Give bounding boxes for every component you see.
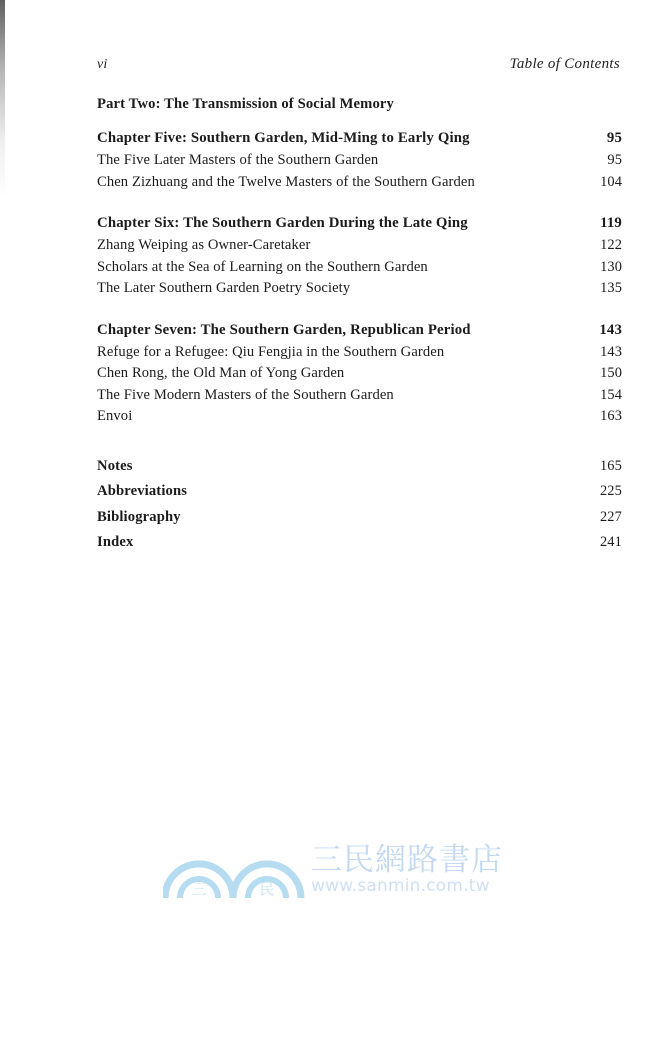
spacer [97, 428, 622, 454]
scan-binding-edge [0, 0, 5, 200]
toc-group [97, 321, 622, 428]
section-page-number: 104 [600, 173, 622, 190]
toc-section-row[interactable] [97, 257, 622, 279]
chapter-page-number: 143 [599, 321, 622, 338]
backmatter-label: Notes [97, 457, 133, 474]
arch-right-char: 民 [259, 880, 275, 898]
watermark-store-name: 三民網路書店 [311, 842, 503, 878]
toc-section-row[interactable] [97, 385, 622, 407]
backmatter-label: Bibliography [97, 508, 181, 525]
section-page-number: 130 [600, 258, 622, 275]
toc-backmatter-row[interactable] [97, 479, 622, 505]
backmatter-page-number: 227 [599, 508, 622, 525]
watermark-url: www.sanmin.com.tw [311, 876, 490, 896]
chapter-label: Chapter Six: The Southern Garden During the Late Qing [97, 215, 468, 231]
toc-section-row[interactable] [97, 363, 622, 385]
page-folio: vi [97, 57, 108, 72]
table-of-contents [97, 96, 622, 556]
sanmin-watermark [163, 826, 508, 898]
toc-section-row[interactable] [97, 342, 622, 364]
section-label: The Later Southern Garden Poetry Society [97, 280, 351, 296]
section-page-number: 154 [600, 386, 622, 403]
section-page-number: 143 [600, 343, 622, 360]
arch-left-char: 三 [191, 880, 207, 898]
running-title: Table of Contents [509, 56, 620, 72]
spacer [97, 113, 622, 129]
backmatter-page-number: 165 [599, 457, 622, 474]
toc-chapter-row[interactable] [97, 214, 622, 232]
toc-backmatter-row[interactable] [97, 505, 622, 531]
toc-section-row[interactable] [97, 406, 622, 428]
section-page-number: 163 [600, 408, 622, 424]
section-page-number: 122 [600, 237, 622, 253]
toc-section-row[interactable] [97, 150, 622, 172]
toc-chapter-row[interactable] [97, 129, 622, 147]
part-heading [97, 96, 622, 113]
spacer [97, 193, 622, 214]
backmatter-label: Abbreviations [97, 483, 188, 499]
section-label: The Five Modern Masters of the Southern Garden [97, 386, 394, 403]
section-label: Chen Zizhuang and the Twelve Masters of the Southern Garden [97, 173, 475, 190]
section-page-number: 150 [600, 365, 622, 381]
chapter-page-number: 119 [600, 215, 622, 231]
section-label: Scholars at the Sea of Learning on the Southern Garden [97, 258, 428, 275]
chapter-page-number: 95 [606, 130, 622, 146]
toc-section-row[interactable] [97, 172, 622, 194]
section-label: Chen Rong, the Old Man of Yong Garden [97, 365, 345, 381]
toc-group [97, 214, 622, 300]
backmatter-label: Index [97, 534, 134, 550]
backmatter-page-number: 225 [599, 483, 622, 499]
watermark-text [311, 844, 508, 898]
section-label: Refuge for a Refugee: Qiu Fengjia in the Southern Garden [97, 343, 445, 360]
spacer [97, 300, 622, 321]
toc-section-row[interactable] [97, 278, 622, 300]
section-label: The Five Later Masters of the Southern Garden [97, 152, 379, 168]
toc-group [97, 129, 622, 193]
toc-chapter-row[interactable] [97, 321, 622, 339]
chapter-label: Chapter Five: Southern Garden, Mid-Ming to Early Qing [97, 130, 470, 146]
sanmin-double-arch-logo-icon [163, 836, 305, 898]
toc-backmatter-row[interactable] [97, 454, 622, 480]
running-head [97, 56, 620, 78]
part-heading-label: Part Two: The Transmission of Social Memory [97, 96, 394, 112]
chapter-label: Chapter Seven: The Southern Garden, Republican Period [97, 321, 471, 338]
section-label: Envoi [97, 408, 133, 424]
toc-backmatter-row[interactable] [97, 530, 622, 556]
toc-section-row[interactable] [97, 235, 622, 257]
section-page-number: 95 [607, 152, 622, 168]
section-page-number: 135 [600, 280, 622, 296]
toc-back-matter [97, 454, 622, 556]
backmatter-page-number: 241 [599, 534, 622, 550]
section-label: Zhang Weiping as Owner-Caretaker [97, 237, 311, 253]
